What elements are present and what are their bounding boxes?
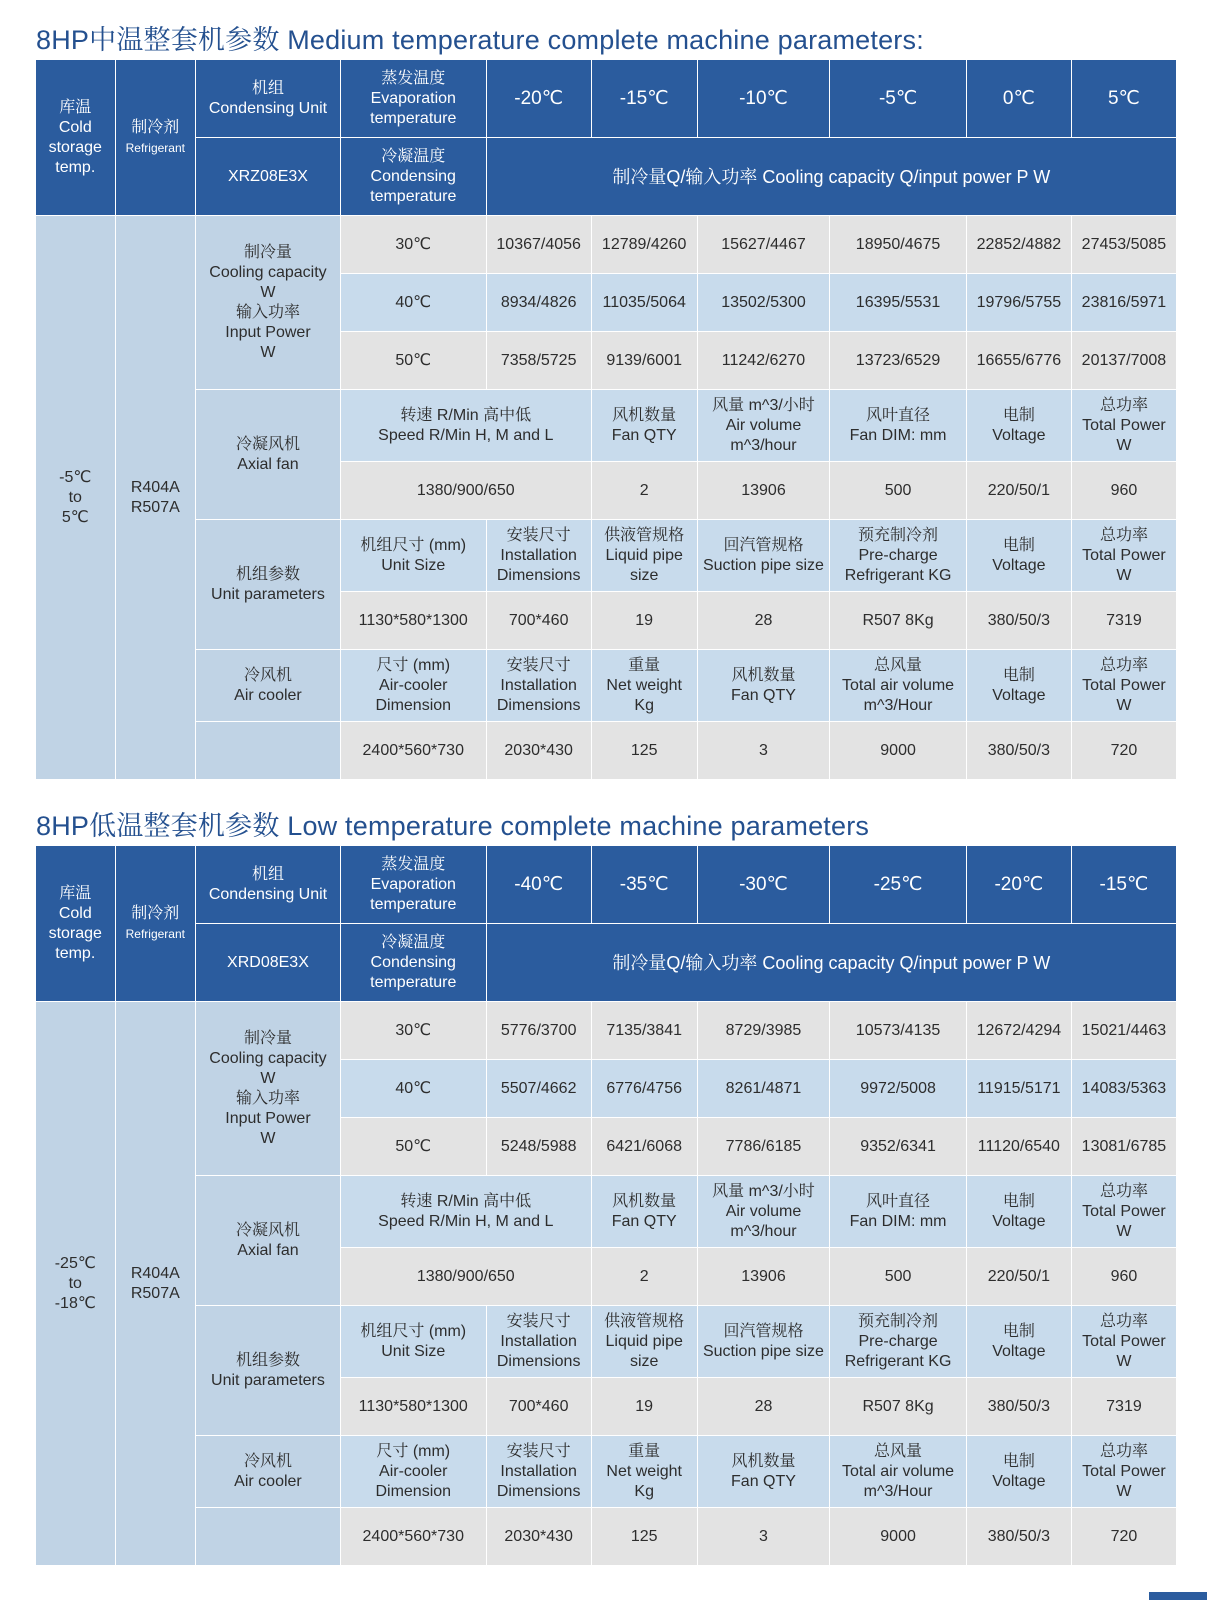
total-power-header: 总功率 Total Power W — [1071, 1306, 1176, 1378]
air-cooler-blank — [196, 1508, 341, 1566]
refrigerant-header: 制冷剂 Refrigerant — [115, 60, 196, 216]
fan-qty-header: 风机数量 Fan QTY — [697, 1436, 830, 1508]
installation-dim-header: 安装尺寸 Installation Dimensions — [486, 650, 591, 722]
capacity-cell: 22852/4882 — [966, 216, 1071, 274]
fan-dim-value: 500 — [830, 462, 967, 520]
fan-qty-header: 风机数量 Fan QTY — [697, 650, 830, 722]
unit-size-value: 1130*580*1300 — [340, 1378, 486, 1436]
condensing-temp-cell: 30℃ — [340, 216, 486, 274]
capacity-cell: 7135/3841 — [591, 1002, 697, 1060]
pre-charge-value: R507 8Kg — [830, 1378, 967, 1436]
capacity-cell: 10573/4135 — [830, 1002, 967, 1060]
spec-table-low — [35, 845, 1177, 1566]
capacity-cell: 8261/4871 — [697, 1060, 830, 1118]
voltage-header: 电制 Voltage — [966, 1176, 1071, 1248]
fan-dim-header: 风叶直径 Fan DIM: mm — [830, 1176, 967, 1248]
total-power-header: 总功率 Total Power W — [1071, 390, 1176, 462]
refrigerant-header: 制冷剂 Refrigerant — [115, 846, 196, 1002]
refrigerant-list: R404A R507A — [115, 1002, 196, 1566]
total-power-value: 720 — [1071, 1508, 1176, 1566]
evap-temp-col: -15℃ — [591, 60, 697, 138]
condensing-unit-header: 机组 Condensing Unit — [196, 846, 341, 924]
capacity-cell: 12672/4294 — [966, 1002, 1071, 1060]
voltage-header: 电制 Voltage — [966, 1436, 1071, 1508]
total-air-volume-header: 总风量 Total air volume m^3/Hour — [830, 1436, 967, 1508]
capacity-title: 制冷量Q/输入功率 Cooling capacity Q/input power P W — [486, 138, 1176, 216]
cooling-capacity-label: 制冷量 Cooling capacity W 输入功率 Input Power W — [196, 216, 341, 390]
capacity-cell: 13502/5300 — [697, 274, 830, 332]
total-power-header: 总功率 Total Power W — [1071, 520, 1176, 592]
total-power-value: 7319 — [1071, 1378, 1176, 1436]
evap-temp-col: -15℃ — [1071, 846, 1176, 924]
total-power-header: 总功率 Total Power W — [1071, 1176, 1176, 1248]
capacity-cell: 18950/4675 — [830, 216, 967, 274]
installation-dim-header: 安装尺寸 Installation Dimensions — [486, 1306, 591, 1378]
fan-speed-value: 1380/900/650 — [340, 462, 591, 520]
capacity-cell: 7786/6185 — [697, 1118, 830, 1176]
total-air-volume-header: 总风量 Total air volume m^3/Hour — [830, 650, 967, 722]
air-volume-value: 13906 — [697, 1248, 830, 1306]
net-weight-header: 重量 Net weight Kg — [591, 650, 697, 722]
capacity-cell: 19796/5755 — [966, 274, 1071, 332]
temp-range: -5℃ to 5℃ — [36, 216, 116, 780]
cooler-size-value: 2400*560*730 — [340, 722, 486, 780]
section-title-low: 8HP低温整套机参数 Low temperature complete machine parameters — [36, 811, 870, 841]
air-cooler-blank — [196, 722, 341, 780]
fan-speed-header: 转速 R/Min 高中低 Speed R/Min H, M and L — [340, 390, 591, 462]
total-air-volume-value: 9000 — [830, 1508, 967, 1566]
total-power-value: 7319 — [1071, 592, 1176, 650]
liquid-pipe-value: 19 — [591, 592, 697, 650]
pre-charge-value: R507 8Kg — [830, 592, 967, 650]
capacity-cell: 5776/3700 — [486, 1002, 591, 1060]
capacity-cell: 16395/5531 — [830, 274, 967, 332]
condensing-temp-cell: 40℃ — [340, 1060, 486, 1118]
installation-dim-header: 安装尺寸 Installation Dimensions — [486, 520, 591, 592]
condensing-temp-cell: 50℃ — [340, 1118, 486, 1176]
cold-storage-header: 库温 Cold storage temp. — [36, 60, 116, 216]
suction-pipe-header: 回汽管规格 Suction pipe size — [697, 520, 830, 592]
capacity-title: 制冷量Q/输入功率 Cooling capacity Q/input power P W — [486, 924, 1176, 1002]
voltage-value: 220/50/1 — [966, 1248, 1071, 1306]
unit-size-value: 1130*580*1300 — [340, 592, 486, 650]
fan-qty-value: 3 — [697, 1508, 830, 1566]
capacity-cell: 11120/6540 — [966, 1118, 1071, 1176]
spec-table-medium — [35, 59, 1177, 780]
capacity-cell: 15021/4463 — [1071, 1002, 1176, 1060]
condensing-unit-header: 机组 Condensing Unit — [196, 60, 341, 138]
capacity-cell: 27453/5085 — [1071, 216, 1176, 274]
capacity-cell: 13723/6529 — [830, 332, 967, 390]
evap-temp-col: -20℃ — [486, 60, 591, 138]
net-weight-header: 重量 Net weight Kg — [591, 1436, 697, 1508]
unit-parameters-label: 机组参数 Unit parameters — [196, 520, 341, 650]
fan-qty-value: 2 — [591, 462, 697, 520]
capacity-cell: 13081/6785 — [1071, 1118, 1176, 1176]
footer-accent-bar — [1149, 1592, 1207, 1600]
condensing-temp-header: 冷凝温度 Condensing temperature — [340, 924, 486, 1002]
net-weight-value: 125 — [591, 1508, 697, 1566]
total-air-volume-value: 9000 — [830, 722, 967, 780]
voltage-header: 电制 Voltage — [966, 1306, 1071, 1378]
voltage-value: 380/50/3 — [966, 722, 1071, 780]
voltage-value: 380/50/3 — [966, 1378, 1071, 1436]
capacity-cell: 23816/5971 — [1071, 274, 1176, 332]
axial-fan-label: 冷凝风机 Axial fan — [196, 390, 341, 520]
fan-speed-value: 1380/900/650 — [340, 1248, 591, 1306]
evap-temp-col: -5℃ — [830, 60, 967, 138]
condensing-temp-cell: 40℃ — [340, 274, 486, 332]
unit-parameters-label: 机组参数 Unit parameters — [196, 1306, 341, 1436]
installation-dim-value: 2030*430 — [486, 1508, 591, 1566]
evap-temp-col: -30℃ — [697, 846, 830, 924]
evaporation-temp-header: 蒸发温度 Evaporation temperature — [340, 846, 486, 924]
cooler-size-header: 尺寸 (mm) Air-cooler Dimension — [340, 650, 486, 722]
evaporation-temp-header: 蒸发温度 Evaporation temperature — [340, 60, 486, 138]
evap-temp-col: 5℃ — [1071, 60, 1176, 138]
temp-range: -25℃ to -18℃ — [36, 1002, 116, 1566]
capacity-cell: 14083/5363 — [1071, 1060, 1176, 1118]
fan-qty-header: 风机数量 Fan QTY — [591, 390, 697, 462]
voltage-value: 380/50/3 — [966, 592, 1071, 650]
air-cooler-label: 冷风机 Air cooler — [196, 650, 341, 722]
capacity-cell: 8934/4826 — [486, 274, 591, 332]
total-power-header: 总功率 Total Power W — [1071, 1436, 1176, 1508]
condensing-temp-cell: 50℃ — [340, 332, 486, 390]
installation-dim-value: 2030*430 — [486, 722, 591, 780]
evap-temp-col: -40℃ — [486, 846, 591, 924]
axial-fan-label: 冷凝风机 Axial fan — [196, 1176, 341, 1306]
voltage-value: 220/50/1 — [966, 462, 1071, 520]
capacity-cell: 12789/4260 — [591, 216, 697, 274]
capacity-cell: 8729/3985 — [697, 1002, 830, 1060]
capacity-cell: 9139/6001 — [591, 332, 697, 390]
evap-temp-col: -10℃ — [697, 60, 830, 138]
capacity-cell: 6421/6068 — [591, 1118, 697, 1176]
voltage-header: 电制 Voltage — [966, 650, 1071, 722]
net-weight-value: 125 — [591, 722, 697, 780]
installation-dim-header: 安装尺寸 Installation Dimensions — [486, 1436, 591, 1508]
voltage-header: 电制 Voltage — [966, 390, 1071, 462]
refrigerant-list: R404A R507A — [115, 216, 196, 780]
total-power-value: 720 — [1071, 722, 1176, 780]
liquid-pipe-header: 供液管规格 Liquid pipe size — [591, 520, 697, 592]
installation-dim-value: 700*460 — [486, 1378, 591, 1436]
capacity-cell: 20137/7008 — [1071, 332, 1176, 390]
liquid-pipe-value: 19 — [591, 1378, 697, 1436]
unit-size-header: 机组尺寸 (mm) Unit Size — [340, 520, 486, 592]
fan-qty-value: 3 — [697, 722, 830, 780]
capacity-cell: 9352/6341 — [830, 1118, 967, 1176]
air-cooler-label: 冷风机 Air cooler — [196, 1436, 341, 1508]
fan-dim-value: 500 — [830, 1248, 967, 1306]
pre-charge-header: 预充制冷剂 Pre-charge Refrigerant KG — [830, 1306, 967, 1378]
capacity-cell: 11915/5171 — [966, 1060, 1071, 1118]
condensing-temp-header: 冷凝温度 Condensing temperature — [340, 138, 486, 216]
cooling-capacity-label: 制冷量 Cooling capacity W 输入功率 Input Power W — [196, 1002, 341, 1176]
suction-pipe-header: 回汽管规格 Suction pipe size — [697, 1306, 830, 1378]
capacity-cell: 9972/5008 — [830, 1060, 967, 1118]
suction-pipe-value: 28 — [697, 592, 830, 650]
total-power-value: 960 — [1071, 462, 1176, 520]
cooler-size-value: 2400*560*730 — [340, 1508, 486, 1566]
capacity-cell: 5248/5988 — [486, 1118, 591, 1176]
installation-dim-value: 700*460 — [486, 592, 591, 650]
air-volume-header: 风量 m^3/小时 Air volume m^3/hour — [697, 1176, 830, 1248]
pre-charge-header: 预充制冷剂 Pre-charge Refrigerant KG — [830, 520, 967, 592]
evap-temp-col: 0℃ — [966, 60, 1071, 138]
capacity-cell: 11035/5064 — [591, 274, 697, 332]
capacity-cell: 11242/6270 — [697, 332, 830, 390]
total-power-value: 960 — [1071, 1248, 1176, 1306]
model-number: XRZ08E3X — [196, 138, 341, 216]
capacity-cell: 6776/4756 — [591, 1060, 697, 1118]
suction-pipe-value: 28 — [697, 1378, 830, 1436]
evap-temp-col: -25℃ — [830, 846, 967, 924]
section-title-medium: 8HP中温整套机参数 Medium temperature complete machine parameters: — [36, 25, 924, 55]
capacity-cell: 5507/4662 — [486, 1060, 591, 1118]
air-volume-value: 13906 — [697, 462, 830, 520]
evap-temp-col: -35℃ — [591, 846, 697, 924]
cold-storage-header: 库温 Cold storage temp. — [36, 846, 116, 1002]
voltage-header: 电制 Voltage — [966, 520, 1071, 592]
total-power-header: 总功率 Total Power W — [1071, 650, 1176, 722]
capacity-cell: 15627/4467 — [697, 216, 830, 274]
model-number: XRD08E3X — [196, 924, 341, 1002]
cooler-size-header: 尺寸 (mm) Air-cooler Dimension — [340, 1436, 486, 1508]
fan-dim-header: 风叶直径 Fan DIM: mm — [830, 390, 967, 462]
fan-speed-header: 转速 R/Min 高中低 Speed R/Min H, M and L — [340, 1176, 591, 1248]
voltage-value: 380/50/3 — [966, 1508, 1071, 1566]
evap-temp-col: -20℃ — [966, 846, 1071, 924]
fan-qty-header: 风机数量 Fan QTY — [591, 1176, 697, 1248]
condensing-temp-cell: 30℃ — [340, 1002, 486, 1060]
capacity-cell: 16655/6776 — [966, 332, 1071, 390]
air-volume-header: 风量 m^3/小时 Air volume m^3/hour — [697, 390, 830, 462]
capacity-cell: 10367/4056 — [486, 216, 591, 274]
liquid-pipe-header: 供液管规格 Liquid pipe size — [591, 1306, 697, 1378]
fan-qty-value: 2 — [591, 1248, 697, 1306]
capacity-cell: 7358/5725 — [486, 332, 591, 390]
unit-size-header: 机组尺寸 (mm) Unit Size — [340, 1306, 486, 1378]
